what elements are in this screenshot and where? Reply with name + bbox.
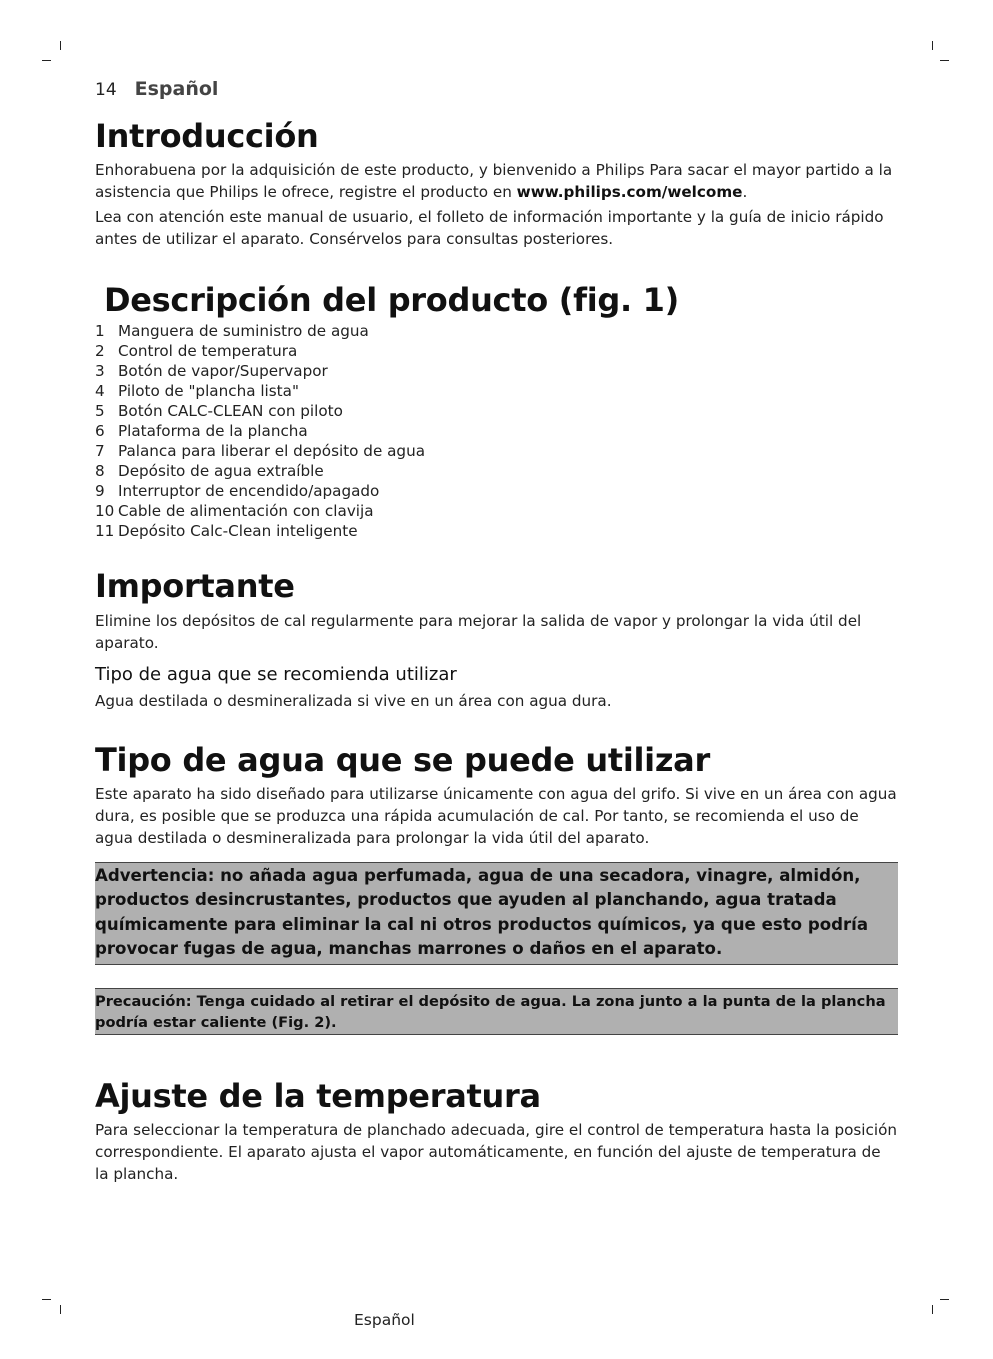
crop-mark bbox=[60, 1305, 61, 1314]
crop-mark bbox=[60, 41, 61, 50]
important-title: Importante bbox=[95, 567, 295, 606]
important-paragraph: Elimine los depósitos de cal regularmente para mejorar la salida de vapor y prolongar la vida útil del aparato. bbox=[95, 611, 862, 652]
intro-paragraph-1-end: . bbox=[742, 183, 748, 202]
description-title: Descripción del producto (fig. 1) bbox=[104, 281, 679, 320]
recommended-water-subtitle: Tipo de agua que se recomienda utilizar bbox=[95, 663, 457, 685]
caution-box: Precaución: Tenga cuidado al retirar el depósito de agua. La zona junto a la punta de la plancha podría estar caliente (Fig. 2). bbox=[95, 988, 898, 1035]
warning-box: Advertencia: no añada agua perfumada, agua de una secadora, vinagre, almidón, productos desincrustantes, productos que ayuden al planchando, agua tratada químicamente para eliminar la cal ni otros productos químicos, ya que esto podría provocar fugas de agua, manchas marrones o daños en el aparato. bbox=[95, 862, 898, 965]
list-item-text: Piloto de "plancha lista" bbox=[118, 382, 299, 401]
list-item bbox=[95, 361, 898, 381]
crop-mark bbox=[940, 1299, 949, 1300]
list-item-text: Interruptor de encendido/apagado bbox=[118, 482, 380, 501]
list-item bbox=[95, 421, 898, 441]
water-type-paragraph: Este aparato ha sido diseñado para utilizarse únicamente con agua del grifo. Si vive en un área con agua dura, es posible que se produzca una rápida acumulación de cal. Por tanto, se recomienda el uso de agua destilada o desmineralizada para prolongar la vida útil del aparato. bbox=[95, 784, 897, 847]
list-item-text: Plataforma de la plancha bbox=[118, 422, 308, 441]
list-item-number: 7 bbox=[95, 442, 105, 461]
list-item bbox=[95, 501, 898, 521]
crop-mark bbox=[932, 1305, 933, 1314]
temperature-paragraph: Para seleccionar la temperatura de planchado adecuada, gire el control de temperatura hasta la posición correspondiente. El aparato ajusta el vapor automáticamente, en función del ajuste de temperatura de la plancha. bbox=[95, 1120, 898, 1183]
list-item bbox=[95, 401, 898, 421]
list-item-text: Botón CALC-CLEAN con piloto bbox=[118, 402, 343, 421]
page-header bbox=[95, 78, 898, 104]
crop-mark bbox=[940, 60, 949, 61]
list-item-number: 1 bbox=[95, 322, 105, 341]
crop-mark bbox=[42, 60, 51, 61]
intro-paragraph-2: Lea con atención este manual de usuario, el folleto de información importante y la guía de inicio rápido antes de utilizar el aparato. Consérvelos para consultas posteriores. bbox=[95, 208, 884, 249]
intro-title: Introducción bbox=[95, 117, 319, 155]
intro-paragraph-1-text: Enhorabuena por la adquisición de este producto, y bienvenido a Philips Para sacar el mayor partido a la asistencia que Philips le ofrece, registre el producto en bbox=[95, 161, 893, 202]
list-item bbox=[95, 521, 898, 541]
list-item bbox=[95, 381, 898, 401]
page-content bbox=[95, 78, 898, 1185]
list-item-text: Cable de alimentación con clavija bbox=[118, 502, 374, 521]
philips-welcome-link[interactable]: www.philips.com/welcome bbox=[516, 183, 743, 202]
list-item bbox=[95, 481, 898, 501]
list-item-text: Depósito Calc-Clean inteligente bbox=[118, 522, 358, 541]
list-item-number: 9 bbox=[95, 482, 105, 501]
temperature-title: Ajuste de la temperatura bbox=[95, 1076, 541, 1115]
list-item-text: Manguera de suministro de agua bbox=[118, 322, 369, 341]
product-parts-list bbox=[95, 321, 898, 541]
list-item-text: Botón de vapor/Supervapor bbox=[118, 362, 328, 381]
list-item bbox=[95, 341, 898, 361]
page-footer: Español bbox=[354, 1311, 415, 1329]
list-item-number: 11 bbox=[95, 522, 115, 541]
list-item bbox=[95, 321, 898, 341]
header-language: Español bbox=[134, 78, 219, 100]
list-item-number: 2 bbox=[95, 342, 105, 361]
list-item bbox=[95, 441, 898, 461]
crop-mark bbox=[42, 1299, 51, 1300]
list-item-text: Depósito de agua extraíble bbox=[118, 462, 324, 481]
list-item-number: 10 bbox=[95, 502, 115, 521]
list-item-number: 4 bbox=[95, 382, 105, 401]
list-item-number: 8 bbox=[95, 462, 105, 481]
list-item-text: Control de temperatura bbox=[118, 342, 298, 361]
list-item-number: 3 bbox=[95, 362, 105, 381]
page-number: 14 bbox=[95, 80, 117, 100]
list-item-number: 5 bbox=[95, 402, 105, 421]
recommended-water-paragraph: Agua destilada o desmineralizada si vive en un área con agua dura. bbox=[95, 691, 612, 710]
list-item bbox=[95, 461, 898, 481]
list-item-number: 6 bbox=[95, 422, 105, 441]
intro-paragraph-1 bbox=[95, 159, 898, 203]
water-type-title: Tipo de agua que se puede utilizar bbox=[95, 740, 710, 779]
crop-mark bbox=[932, 41, 933, 50]
list-item-text: Palanca para liberar el depósito de agua bbox=[118, 442, 425, 461]
